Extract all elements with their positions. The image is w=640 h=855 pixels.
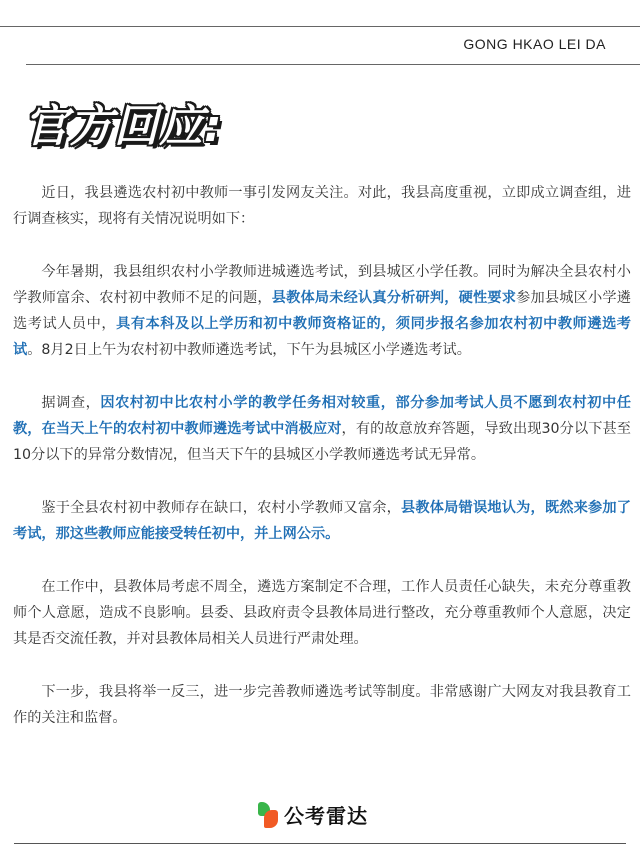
- gongkao-leida-logo-icon: [258, 802, 280, 828]
- article-paragraph: [13, 574, 631, 652]
- paragraph-text: 据调查，: [41, 395, 101, 411]
- paragraph-text: 。8月2日上午为农村初中教师遴选考试，下午为县城区小学遴选考试。: [27, 342, 471, 358]
- page-title: 官方回应:: [24, 101, 223, 152]
- highlighted-text: 县教体局未经认真分析研判，硬性要求: [271, 290, 517, 306]
- article-paragraph: [13, 390, 631, 468]
- footer-logo: [258, 800, 368, 829]
- top-divider: [0, 26, 640, 27]
- highlighted-text: 因农村初中比农村小学的教学任务相对较重，部分参加考试人员不愿到农村初中任教，在当天上午的农村初中教师遴选考试中消极应对: [13, 395, 631, 437]
- highlighted-text: 具有本科及以上学历和初中教师资格证的，须同步报名参加农村初中教师遴选考试: [13, 316, 631, 358]
- article-body: [13, 180, 631, 758]
- article-paragraph: [13, 259, 631, 363]
- article-paragraph: [13, 495, 631, 547]
- header-divider: [26, 64, 640, 65]
- footer-logo-text: 公考雷达: [284, 804, 368, 828]
- header-brand: GONG HKAO LEI DA: [463, 36, 606, 52]
- paragraph-text: 下一步，我县将举一反三，进一步完善教师遴选考试等制度。非常感谢广大网友对我县教育工作的关注和监督。: [13, 684, 631, 726]
- paragraph-text: 参加县城区小学遴选考试人员中，: [13, 290, 631, 332]
- paragraph-text: 鉴于全县农村初中教师存在缺口，农村小学教师又富余，: [41, 500, 402, 516]
- paragraph-text: 在工作中，县教体局考虑不周全，遴选方案制定不合理，工作人员责任心缺失，未充分尊重教师个人意愿，造成不良影响。县委、县政府责令县教体局进行整改，充分尊重教师个人意愿，决定其是否交流任教，并对县教体局相关人员进行严肃处理。: [13, 579, 631, 647]
- article-paragraph: [13, 180, 631, 232]
- paragraph-text: 近日，我县遴选农村初中教师一事引发网友关注。对此，我县高度重视，立即成立调查组，进行调查核实，现将有关情况说明如下：: [13, 185, 631, 227]
- highlighted-text: 县教体局错误地认为，既然来参加了考试，那这些教师应能接受转任初中，并上网公示。: [13, 500, 631, 542]
- article-paragraph: [13, 679, 631, 731]
- paragraph-text: 今年暑期，我县组织农村小学教师进城遴选考试，到县城区小学任教。同时为解决全县农村小学教师富余、农村初中教师不足的问题，: [13, 264, 631, 306]
- paragraph-text: ，有的故意放弃答题，导致出现30分以下甚至10分以下的异常分数情况，但当天下午的县城区小学教师遴选考试无异常。: [13, 421, 631, 463]
- bottom-divider: [14, 843, 626, 844]
